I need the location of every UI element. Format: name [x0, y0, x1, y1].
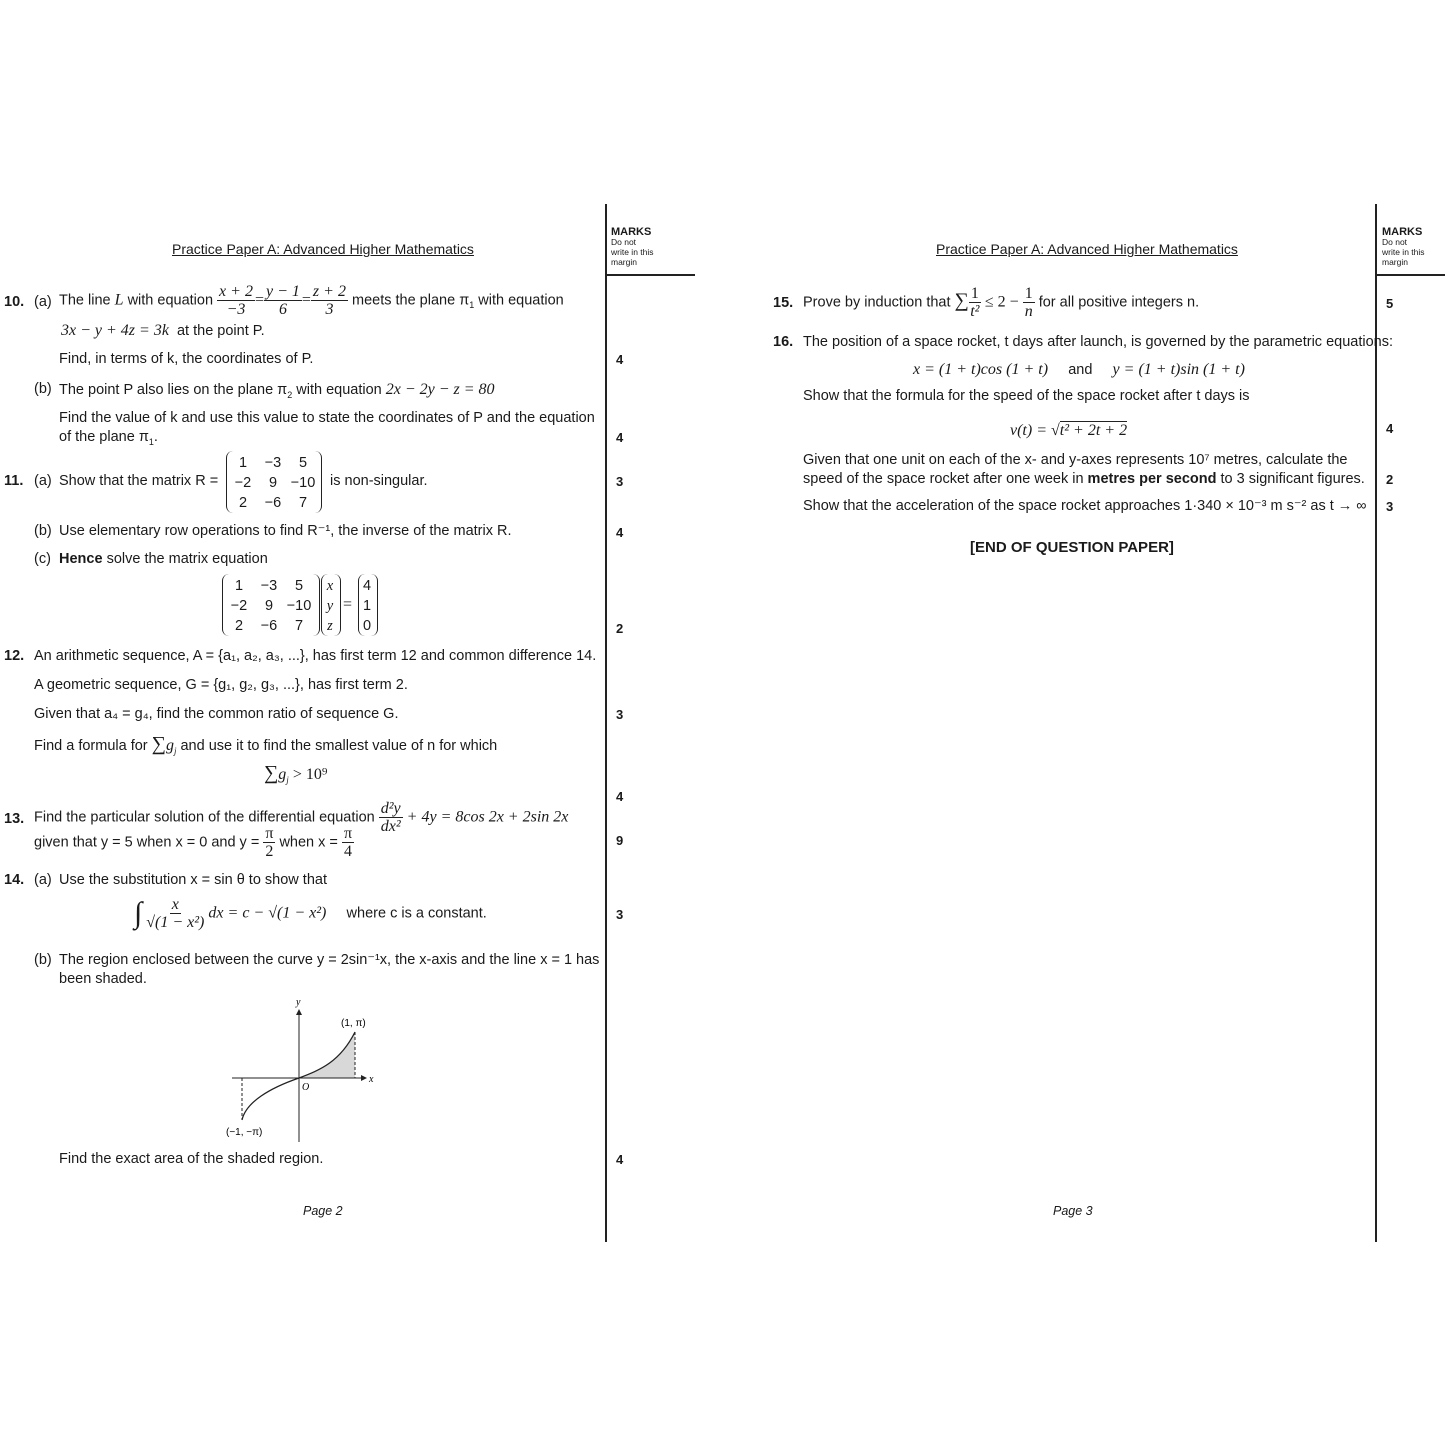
q12-line4: Find a formula for $\sum g_j$ and use it to find the smallest value of n for which	[34, 733, 498, 757]
q12-line3: Given that a₄ = g₄, find the common ratio of sequence G.	[34, 706, 399, 722]
left-marks-underline	[605, 274, 695, 276]
q16-line5: Show that the acceleration of the space rocket approaches 1·340 × 10⁻³ m s⁻² as t → ∞	[803, 498, 1367, 514]
q11c-text: Hence solve the matrix equation	[59, 551, 268, 567]
q16-speed-formula: v(t) = √t² + 2t + 2	[1010, 422, 1128, 439]
question-number: 11.	[4, 473, 24, 489]
graph-y-label: y	[296, 997, 301, 1008]
matrix-cell: 5	[298, 455, 308, 471]
q14b-line2: been shaded.	[59, 971, 147, 987]
equals-sign: =	[343, 596, 353, 613]
question-number: 14.	[4, 872, 25, 888]
mark-value: 2	[616, 621, 624, 636]
mark-value: 5	[1386, 296, 1394, 311]
q10b-line2: Find the value of k and use this value to state the coordinates of P and the equation	[59, 410, 595, 426]
q15-line: Prove by induction that ∑ $\frac{1}{\text{t²}}$ ≤ 2 − $\frac{1}{n}$ for all positive integers n.	[803, 285, 1200, 320]
page-number: Page 3	[1053, 1204, 1093, 1218]
matrix-cell: −6	[264, 495, 282, 511]
q12-sum-expression: $\sum g_j > 10^9$	[264, 762, 328, 786]
page-number: Page 2	[303, 1204, 343, 1218]
q16-line2: Show that the formula for the speed of the space rocket after t days is	[803, 388, 1250, 404]
q14b-line3: Find the exact area of the shaded region.	[59, 1151, 324, 1167]
mark-value: 4	[616, 430, 624, 445]
q14a-integral: ∫ $\frac{x}{\text{√(1 − x²)}}$ dx = c − √(1 − x²) where c is a constant.	[134, 896, 487, 931]
mark-value: 9	[616, 833, 624, 848]
mark-value: 3	[616, 474, 624, 489]
q14a-text: Use the substitution x = sin θ to show that	[59, 872, 327, 888]
page-header-right: Practice Paper A: Advanced Higher Mathematics	[936, 241, 1238, 257]
q11a-text1: Show that the matrix R =	[59, 473, 219, 489]
q10b-line1: The point P also lies on the plane $\pi_2$ with equation 2x − 2y − z = 80	[59, 381, 495, 400]
region-graph	[220, 992, 390, 1142]
q12-line1: An arithmetic sequence, A = {a₁, a₂, a₃, ...}, has first term 12 and common difference 14.	[34, 648, 597, 664]
graph-point-label: (−1, −π)	[226, 1127, 263, 1138]
marks-box-right: MARKS Do not write in this margin	[1382, 226, 1425, 267]
question-number: 12.	[4, 648, 25, 664]
q11b-text: Use elementary row operations to find R⁻¹, the inverse of the matrix R.	[59, 523, 512, 539]
part-label: (b)	[34, 952, 52, 968]
matrix-cell: −10	[290, 475, 316, 491]
graph-point-label: (1, π)	[341, 1018, 366, 1029]
marks-box-left: MARKS Do not write in this margin	[611, 226, 654, 267]
matrix-cell: −10	[286, 598, 312, 614]
matrix-cell: y	[326, 598, 334, 614]
matrix-cell: z	[327, 618, 333, 634]
matrix-cell: 7	[298, 495, 308, 511]
q16-line1: The position of a space rocket, t days after launch, is governed by the parametric equations:	[803, 334, 1393, 350]
mark-value: 4	[616, 1152, 624, 1167]
matrix-cell: 2	[234, 618, 244, 634]
q12-line2: A geometric sequence, G = {g₁, g₂, g₃, ...}, has first term 2.	[34, 677, 408, 693]
q10b-line3: of the plane $\pi_1$.	[59, 429, 158, 447]
right-marks-underline	[1375, 274, 1445, 276]
mark-value: 4	[616, 525, 624, 540]
matrix-cell: 1	[362, 598, 372, 614]
matrix-cell: −2	[230, 598, 248, 614]
mark-value: 4	[616, 789, 624, 804]
q16-line3: Given that one unit on each of the x- and y-axes represents 10⁷ metres, calculate the	[803, 452, 1348, 468]
end-of-paper: [END OF QUESTION PAPER]	[970, 539, 1174, 556]
graph-x-label: x	[369, 1074, 374, 1085]
q10a-line2: 3x − y + 4z = 3k at the point P.	[61, 322, 265, 339]
mark-value: 3	[1386, 499, 1394, 514]
part-label: (b)	[34, 523, 52, 539]
matrix-cell: 2	[238, 495, 248, 511]
question-number: 16.	[773, 334, 794, 350]
mark-value: 3	[616, 707, 624, 722]
q13-line1: Find the particular solution of the differential equation $\frac{\text{d²y}}{\text{dx²}}$ + 4y = 8cos 2x + 2sin 2x	[34, 800, 569, 835]
matrix-cell: 1	[234, 578, 244, 594]
q14b-line1: The region enclosed between the curve y = 2sin⁻¹x, the x-axis and the line x = 1 has	[59, 952, 600, 968]
matrix-cell: 4	[362, 578, 372, 594]
right-margin-line	[1375, 204, 1377, 1242]
mark-value: 3	[616, 907, 624, 922]
matrix-cell: 9	[268, 475, 278, 491]
q10a-line1: The line L with equation $\frac{x + 2}{-3}$ = $\frac{y - 1}{6}$ = $\frac{z + 2}{3}$ meets the plane $\pi_1$ with equation	[59, 283, 564, 318]
page-header-left: Practice Paper A: Advanced Higher Mathematics	[172, 241, 474, 257]
question-number: 10.	[4, 294, 25, 310]
matrix-cell: −3	[264, 455, 282, 471]
q16-line4: speed of the space rocket after one week in metres per second to 3 significant figures.	[803, 471, 1365, 487]
part-label: (c)	[34, 551, 51, 567]
matrix-cell: x	[326, 578, 334, 594]
part-label: (a)	[34, 473, 52, 489]
mark-value: 4	[616, 352, 624, 367]
q13-line2: given that y = 5 when x = 0 and y = $\frac{\pi}{2}$ when x = $\frac{\pi}{4}$	[34, 825, 353, 860]
matrix-cell: −2	[234, 475, 252, 491]
q11a-text2: is non-singular.	[330, 473, 428, 489]
question-number: 15.	[773, 295, 794, 311]
q16-param-eqs: x = (1 + t)cos (1 + t) and y = (1 + t)sin (1 + t)	[913, 361, 1245, 378]
part-label: (a)	[34, 294, 52, 310]
part-label: (b)	[34, 381, 52, 397]
left-margin-line	[605, 204, 607, 1242]
part-label: (a)	[34, 872, 52, 888]
question-number: 13.	[4, 811, 25, 827]
matrix-cell: 9	[264, 598, 274, 614]
matrix-cell: −3	[260, 578, 278, 594]
matrix-cell: −6	[260, 618, 278, 634]
matrix-cell: 7	[294, 618, 304, 634]
mark-value: 4	[1386, 421, 1394, 436]
q10a-line3: Find, in terms of k, the coordinates of P.	[59, 351, 314, 367]
matrix-cell: 0	[362, 618, 372, 634]
shaded-region	[299, 1032, 355, 1078]
matrix-cell: 5	[294, 578, 304, 594]
mark-value: 2	[1386, 472, 1394, 487]
matrix-cell: 1	[238, 455, 248, 471]
graph-origin-label: O	[302, 1082, 310, 1093]
